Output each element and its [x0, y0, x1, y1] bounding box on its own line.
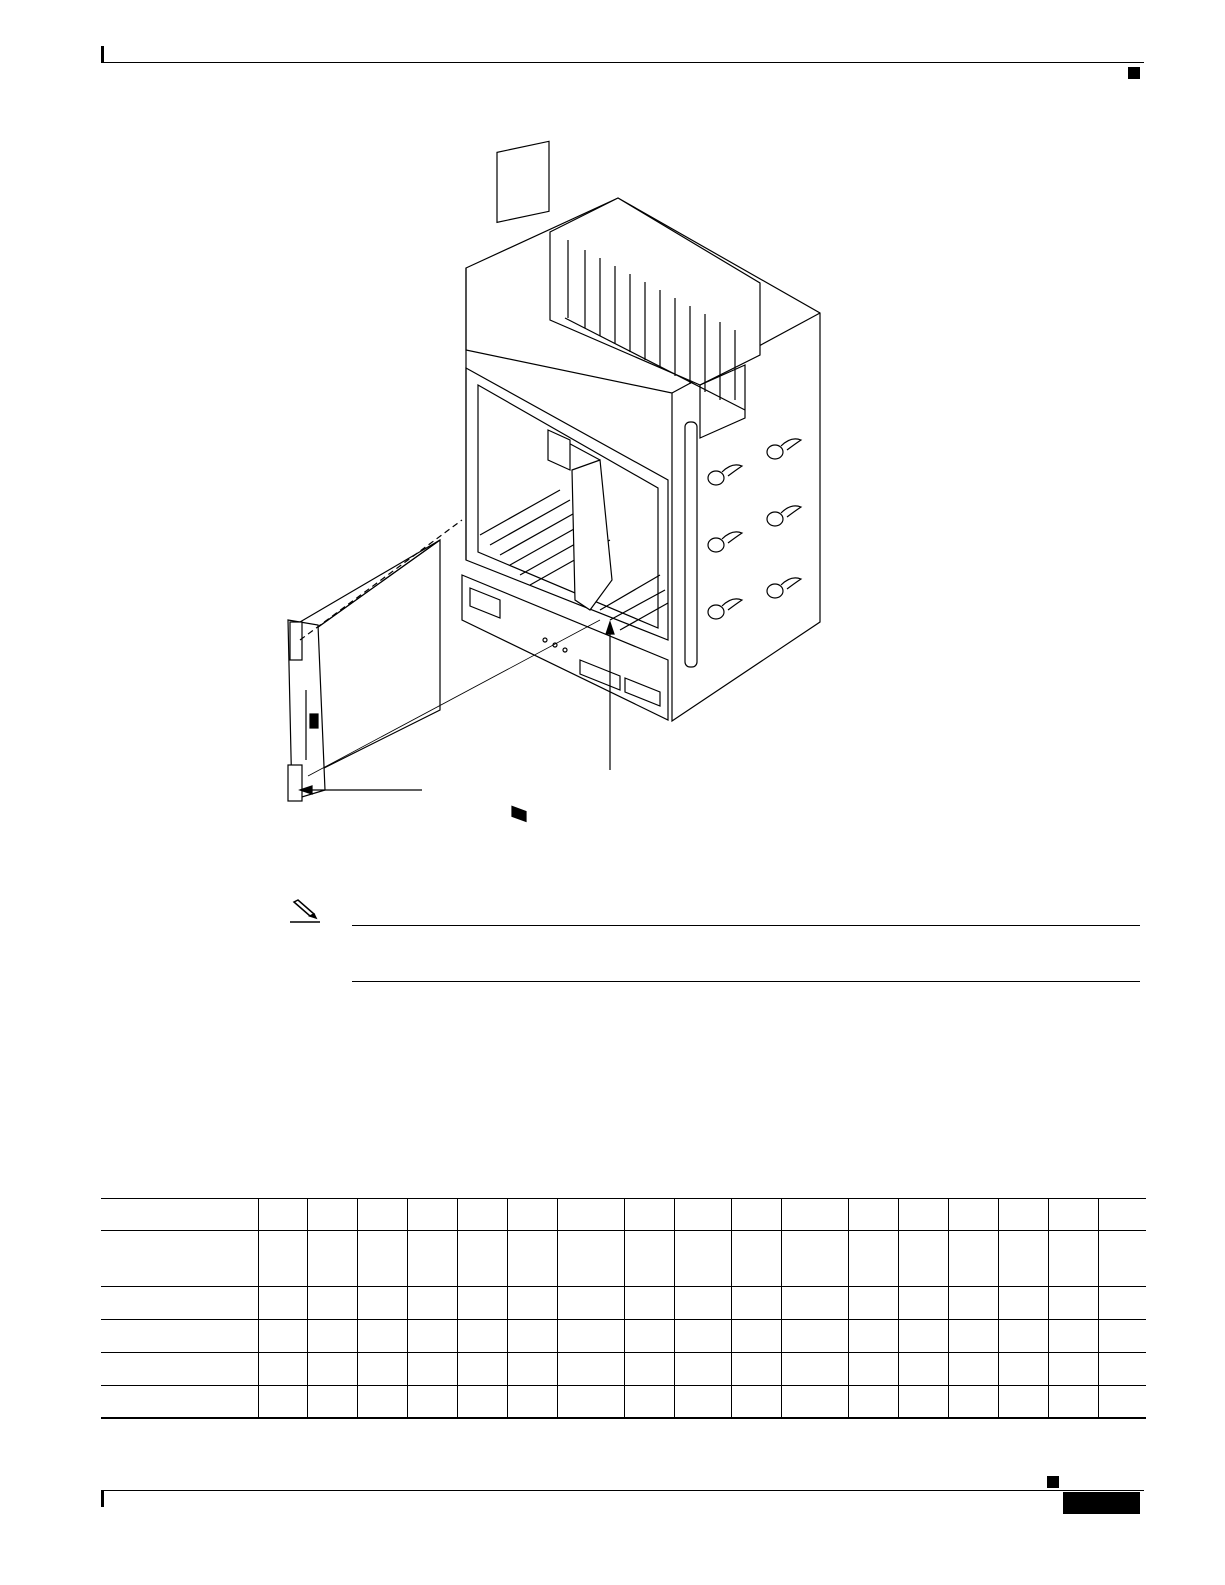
note-top-rule: [352, 925, 1140, 926]
table-cell: [674, 1353, 731, 1386]
table-cell: [307, 1386, 357, 1418]
table-cell: [1048, 1320, 1098, 1353]
table-cell: [948, 1320, 998, 1353]
table-cell: [1098, 1320, 1146, 1353]
table-header-row: [101, 1231, 1146, 1287]
table-cell: [998, 1199, 1048, 1231]
table-cell: [624, 1287, 674, 1320]
pencil-note-icon: [286, 898, 326, 926]
table-cell: [407, 1287, 457, 1320]
table-cell: [258, 1287, 307, 1320]
table-row: [101, 1353, 1146, 1386]
table-cell: [457, 1287, 507, 1320]
table-cell: [101, 1231, 258, 1287]
table-cell: [998, 1353, 1048, 1386]
table-cell: [357, 1287, 407, 1320]
table-cell: [557, 1287, 624, 1320]
table-cell: [1048, 1353, 1098, 1386]
table-cell: [258, 1320, 307, 1353]
table-cell: [731, 1287, 781, 1320]
table-cell: [624, 1231, 674, 1287]
table-cell: [457, 1199, 507, 1231]
table-cell: [407, 1386, 457, 1418]
table-cell: [898, 1231, 948, 1287]
table-cell: [507, 1287, 557, 1320]
table-cell: [357, 1320, 407, 1353]
table-cell: [101, 1287, 258, 1320]
table-cell: [101, 1199, 258, 1231]
table-cell: [407, 1231, 457, 1287]
page-number-tab: [1063, 1492, 1140, 1514]
table-row: [101, 1287, 1146, 1320]
table-cell: [948, 1386, 998, 1418]
table-cell: [457, 1320, 507, 1353]
table-cell: [258, 1353, 307, 1386]
table-cell: [731, 1320, 781, 1353]
table-cell: [457, 1353, 507, 1386]
table-cell: [948, 1287, 998, 1320]
table-cell: [1098, 1386, 1146, 1418]
table-cell: [258, 1231, 307, 1287]
table-cell: [307, 1353, 357, 1386]
table-cell: [848, 1231, 898, 1287]
table-cell: [507, 1386, 557, 1418]
table-cell: [507, 1320, 557, 1353]
table-cell: [674, 1199, 731, 1231]
table-cell: [357, 1353, 407, 1386]
table-cell: [457, 1386, 507, 1418]
table-cell: [307, 1199, 357, 1231]
table-cell: [357, 1386, 407, 1418]
table-cell: [624, 1320, 674, 1353]
table-cell: [898, 1287, 948, 1320]
table-cell: [674, 1386, 731, 1418]
table-cell: [557, 1231, 624, 1287]
table-cell: [781, 1320, 848, 1353]
table-cell: [848, 1199, 898, 1231]
table-cell: [307, 1287, 357, 1320]
table-cell: [898, 1353, 948, 1386]
table-cell: [407, 1320, 457, 1353]
table-cell: [507, 1199, 557, 1231]
table-cell: [674, 1320, 731, 1353]
table-cell: [781, 1199, 848, 1231]
table-cell: [624, 1353, 674, 1386]
table-cell: [557, 1199, 624, 1231]
table-cell: [101, 1386, 258, 1418]
table-cell: [781, 1386, 848, 1418]
table-cell: [457, 1231, 507, 1287]
table-cell: [1048, 1199, 1098, 1231]
table-cell: [557, 1320, 624, 1353]
table-cell: [101, 1320, 258, 1353]
footer-square-marker: [1047, 1476, 1059, 1488]
table-cell: [998, 1386, 1048, 1418]
table-cell: [848, 1386, 898, 1418]
table-cell: [407, 1199, 457, 1231]
table-cell: [258, 1199, 307, 1231]
table-cell: [948, 1353, 998, 1386]
table-cell: [1048, 1386, 1098, 1418]
table-row: [101, 1320, 1146, 1353]
table-cell: [898, 1199, 948, 1231]
table-cell: [1098, 1199, 1146, 1231]
table-header-row: [101, 1199, 1146, 1231]
table-cell: [998, 1231, 1048, 1287]
table-cell: [848, 1320, 898, 1353]
table-cell: [731, 1231, 781, 1287]
footer-rule: [101, 1490, 1144, 1491]
table-cell: [624, 1199, 674, 1231]
table-cell: [1098, 1231, 1146, 1287]
installed-card: [572, 460, 612, 610]
table-cell: [674, 1231, 731, 1287]
table-cell: [507, 1353, 557, 1386]
table-cell: [998, 1287, 1048, 1320]
table-cell: [307, 1320, 357, 1353]
table-cell: [731, 1353, 781, 1386]
table-cell: [624, 1386, 674, 1418]
table-cell: [1048, 1287, 1098, 1320]
table-cell: [557, 1353, 624, 1386]
table-cell: [507, 1231, 557, 1287]
table-cell: [1098, 1353, 1146, 1386]
compatibility-table: [101, 1198, 1146, 1419]
note-bottom-rule: [352, 981, 1140, 982]
table-cell: [848, 1287, 898, 1320]
table-cell: [731, 1199, 781, 1231]
table-cell: [948, 1199, 998, 1231]
table-cell: [357, 1199, 407, 1231]
side-rail: [685, 422, 697, 667]
table-cell: [258, 1386, 307, 1418]
table-cell: [898, 1320, 948, 1353]
table-cell: [731, 1386, 781, 1418]
table-cell: [357, 1231, 407, 1287]
table-cell: [898, 1386, 948, 1418]
table-cell: [1048, 1231, 1098, 1287]
table-cell: [1098, 1287, 1146, 1320]
table-cell: [781, 1287, 848, 1320]
footer-left-tick: [101, 1490, 104, 1507]
table-cell: [781, 1231, 848, 1287]
table-cell: [781, 1353, 848, 1386]
table-cell: [948, 1231, 998, 1287]
table-cell: [557, 1386, 624, 1418]
table-cell: [101, 1353, 258, 1386]
table-cell: [998, 1320, 1048, 1353]
table-cell: [848, 1353, 898, 1386]
table-row: [101, 1386, 1146, 1418]
table-cell: [307, 1231, 357, 1287]
table-cell: [674, 1287, 731, 1320]
table-cell: [407, 1353, 457, 1386]
